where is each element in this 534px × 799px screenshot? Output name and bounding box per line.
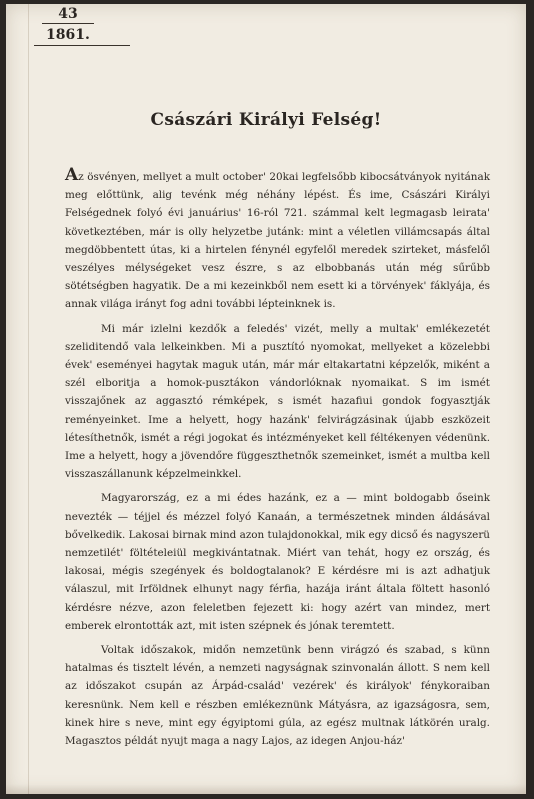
paragraph-4: Voltak időszakok, midőn nemzetünk benn virágzó és szabad, s künn hatalmas és tisztelt lévén, a nemzeti nagyságnak szinvonalán állott. S nem kell az időszakot csupán az Árpád-család' vezérek' és királyok' fénykoraiban keresnünk. Nem kell e részben emlékeznünk Mátyásra, az igazságosra, sem, kinek hire s neve, mint egy égyiptomi gúla, az egész multnak látkörén uralg. Magasztos példát nyujt maga a nagy Lajos, az idegen Anjou-ház' bbox=[65, 644, 490, 748]
paragraph-1-text: z ösvényen, mellyet a mult october' 20kai legfelsőbb kibocsátványok nyitának meg előttünk, alig tevénk még néhány lépést. És ime, Császári Királyi Felségednek folyó évi januárius' 16-ról 721. számmal kelt legmagasb leirata' következtében, már is olly helyzetbe jutánk: mint a véletlen villámcsapás által megdöbbentett útas, ki a hirtelen fénynél egyfelől meredek szirteket, másfelől veszélyes mélységeket vesz észre, s az elbobbanás után még sűrűbb sötétségben hagyatik. De a mi kezeinkből nem esett ki a törvények' fáklyája, és annak világa irányt fog adni további lépteinknek is. bbox=[65, 171, 490, 311]
document-body bbox=[65, 165, 490, 756]
document-page bbox=[6, 4, 526, 794]
paragraph-3: Magyarország, ez a mi édes hazánk, ez a — mint boldogabb őseink nevezték — téjjel és mézzel folyó Kanaán, a természetnek minden áldásával bővelkedik. Lakosai birnak mind azon tulajdonokkal, mik egy dicső és nagyszerü nemzetilét' föltételeiül megkivántatnak. Miért van tehát, hogy ez ország, és lakosai, mégis szegények és boldogtalanok? E kérdésre mi is azt adhatjuk válaszul, mit Irföldnek elhunyt nagy férfia, hazája iránt általa föltett hasonló kérdésre nézve, azon feleletben fejezett ki: hogy azért van mindez, mert emberek elrontották azt, mit isten szépnek és jónak teremtett. bbox=[65, 492, 490, 632]
document-title: Császári Királyi Felség! bbox=[150, 110, 382, 130]
initial-letter: A bbox=[65, 165, 79, 185]
page-header bbox=[34, 6, 130, 46]
year-heading: 1861. bbox=[34, 27, 130, 46]
page-edge-shadow bbox=[6, 784, 526, 794]
paragraph-2: Mi már izlelni kezdők a feledés' vizét, melly a multak' emlékezetét szeliditendő vala lelkeinkben. Mi a pusztító nyomokat, mellyeket a közelebbi évek' eseményei hagytak maguk után, már már eltakartatni képzelők, miként a szél elboritja a homok-pusztákon vándorlóknak nyomaikat. S im ismét visszajőnek az aggasztó rémképek, s ismét hazafiui gondok fogyasztják reményeinket. Ime a helyett, hogy hazánk' felvirágzásinak újabb eszközeit létesíthetnők, ismét a régi jogokat és intézményeket kell féltékenyen védenünk. Ime a helyett, hogy a jövendőre függeszthetnők szemeinket, ismét a multba kell visszaszállanunk képzelmeinkkel. bbox=[65, 322, 490, 481]
page-number: 43 bbox=[42, 6, 94, 24]
paragraph-1 bbox=[65, 165, 490, 314]
